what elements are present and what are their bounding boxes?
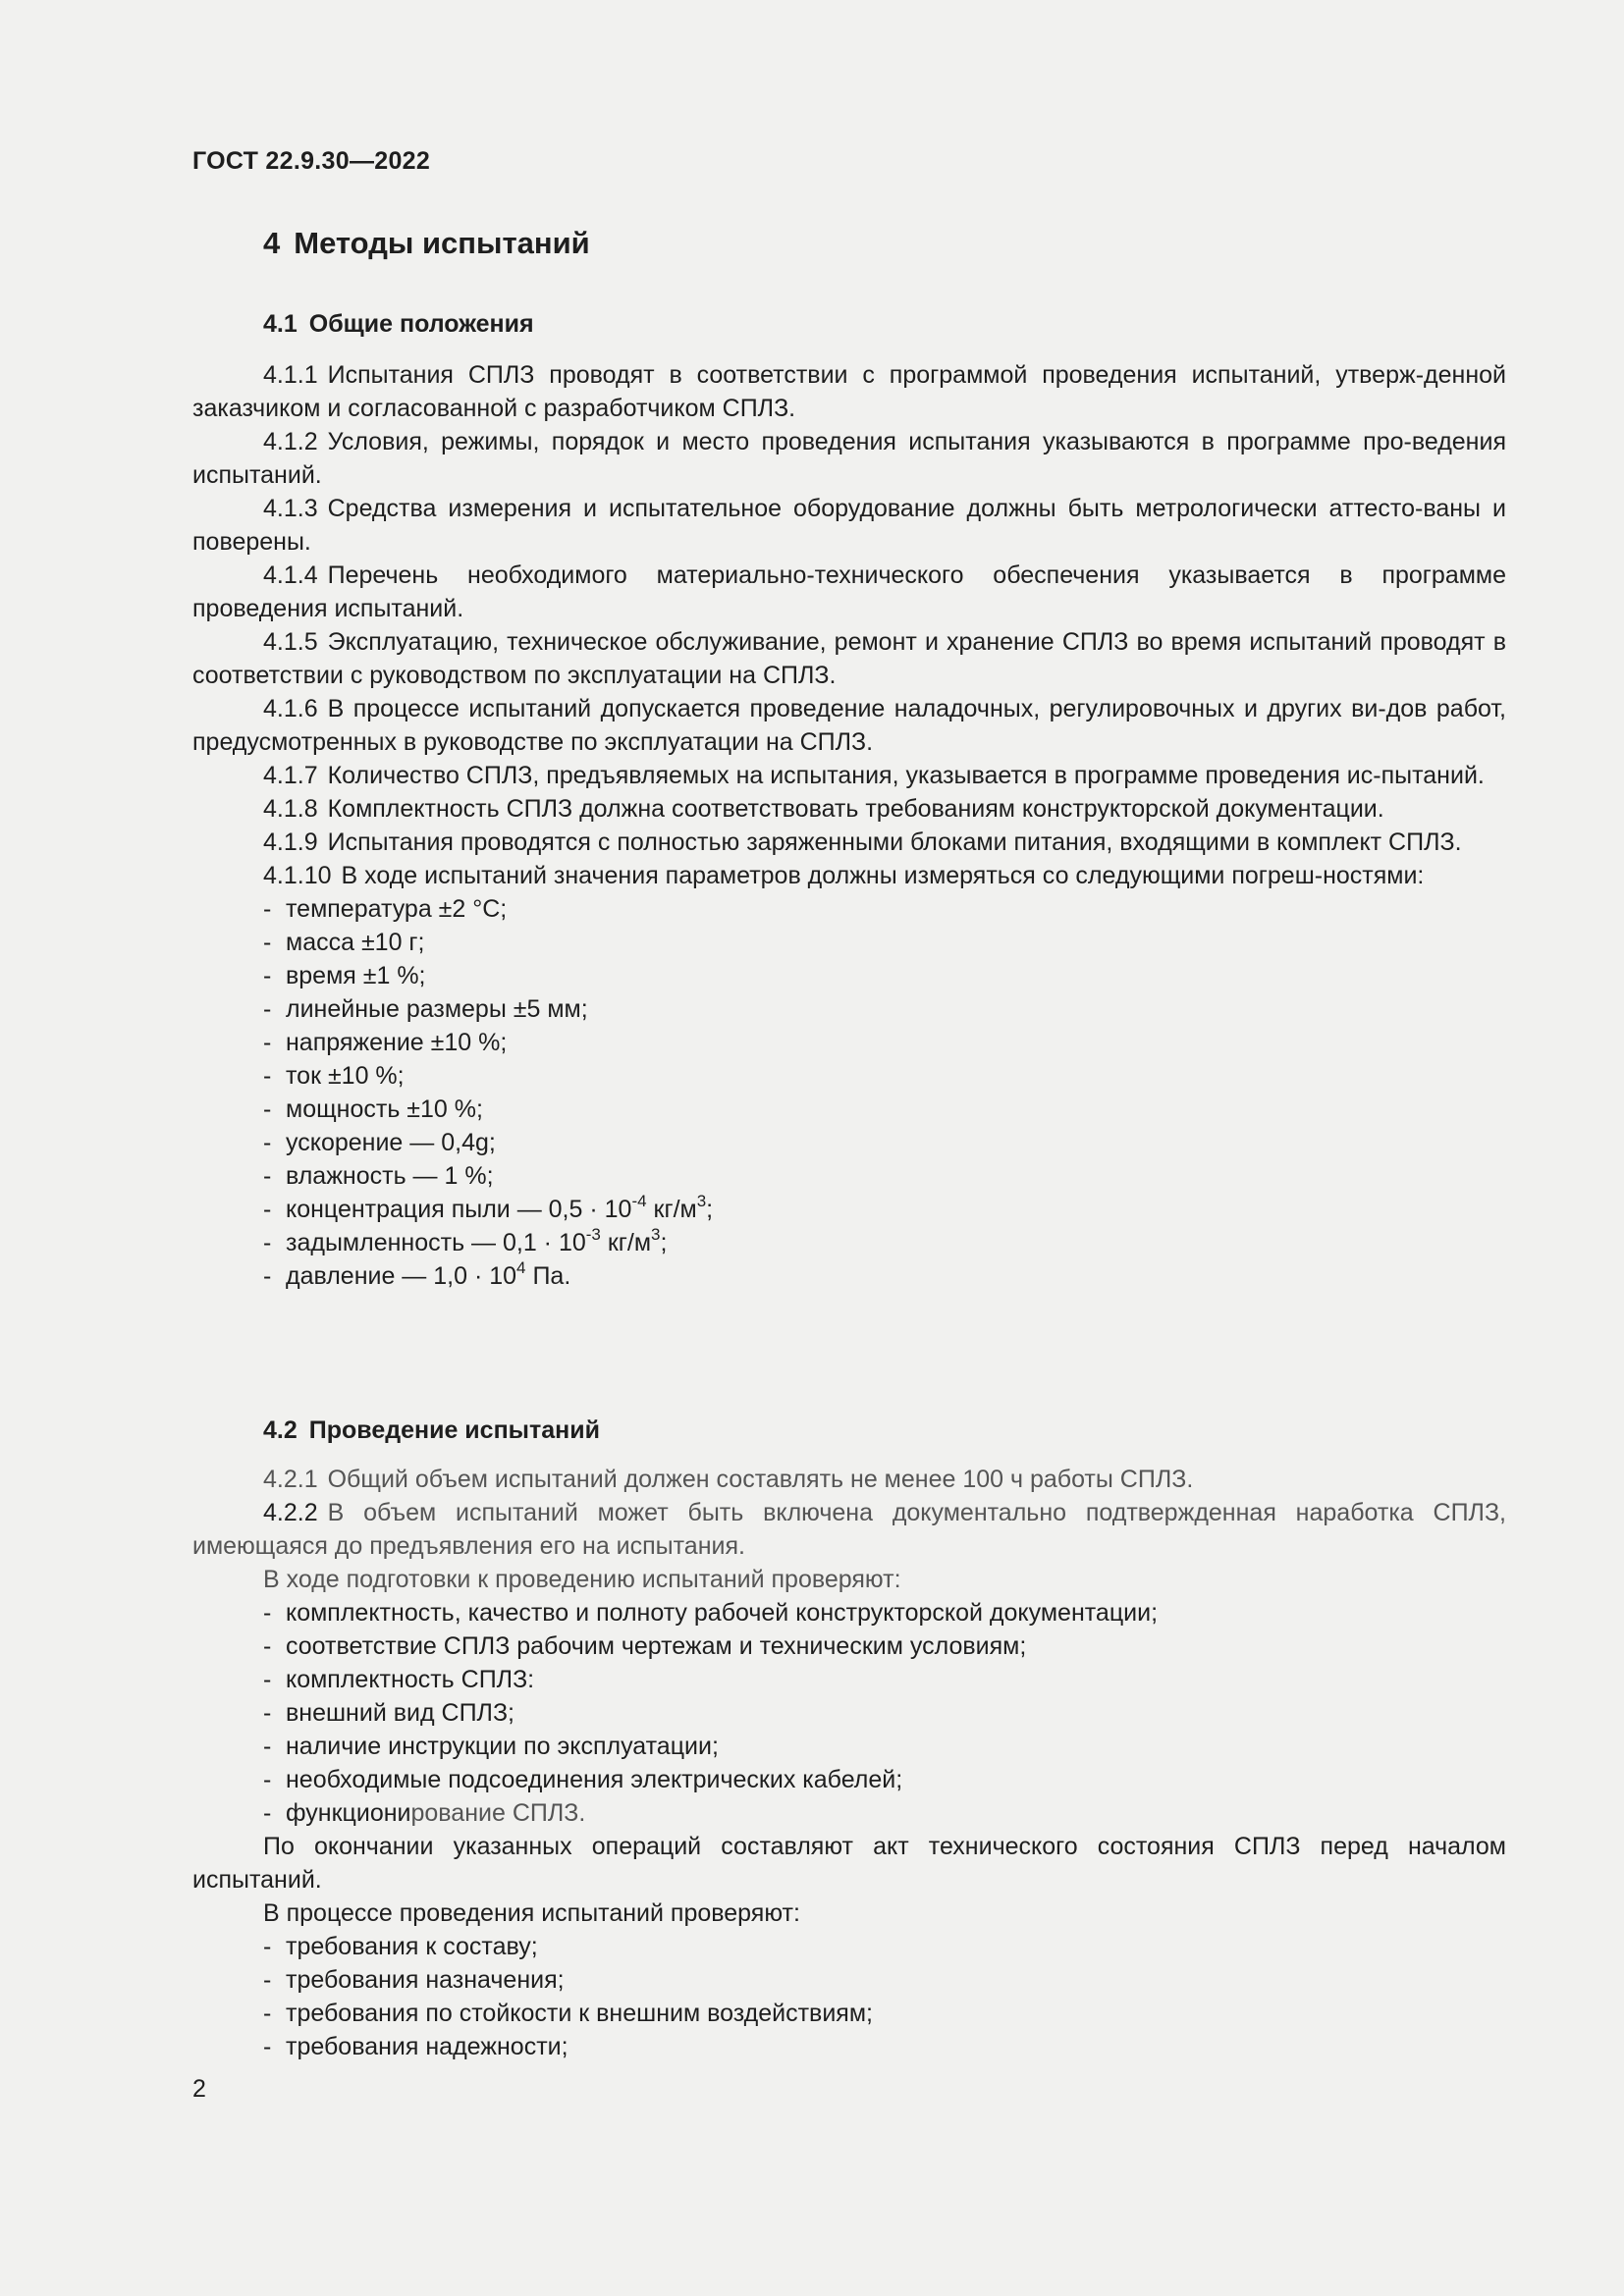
list-item-text: температура ±2 °С; — [286, 895, 508, 923]
list-item: - соответствие СПЛЗ рабочим чертежам и техническим условиям; — [263, 1632, 1027, 1660]
paragraph-4-1-9 — [192, 826, 1506, 859]
paragraph-number: 4.1.7 — [263, 762, 318, 789]
list-item: - масса ±10 г; — [263, 929, 425, 956]
list-item: - мощность ±10 %; — [263, 1095, 483, 1123]
list-item-text: ускорение — 0,4g; — [286, 1129, 496, 1156]
paragraph-text: Средства измерения и испытательное оборудование должны быть метрологически аттесто-ваны и поверены. — [192, 495, 1506, 556]
page-number: 2 — [192, 2075, 206, 2103]
list-item: - концентрация пыли — $0,5 \cdot 10^{-4}$ $кг/м^3$; — [263, 1191, 714, 1223]
paragraph-text: Испытания проводятся с полностью заряженными блоками питания, входящими в комплект СПЛЗ. — [327, 828, 1462, 856]
exponent: 3 — [651, 1224, 661, 1244]
paragraph-text: В процессе испытаний допускается проведение наладочных, регулировочных и других ви-дов работ, предусмотренных в руководстве по эксплуатации на СПЛЗ. — [192, 695, 1506, 756]
test-check-list — [192, 1930, 1506, 2063]
list-item-text: требования назначения; — [286, 1966, 565, 1994]
paragraph-number: 4.1.9 — [263, 828, 318, 856]
section-number: 4 — [263, 226, 281, 260]
list-item-text-tail: рование СПЛЗ. — [410, 1799, 586, 1827]
paragraph-text: Общий объем испытаний должен составлять не менее 100 ч работы СПЛЗ. — [327, 1466, 1194, 1493]
prep-intro: В ходе подготовки к проведению испытаний проверяют: — [263, 1566, 901, 1593]
paragraph-text: В объем испытаний может быть включена документально подтвержденная наработка СПЛЗ, имеющаяся до предъявления его на испытания. — [192, 1499, 1506, 1560]
list-item: - требования к составу; — [263, 1933, 538, 1960]
section-4-1-body — [192, 358, 1506, 1293]
punctuation: ; — [706, 1196, 714, 1223]
unit-text: кг/м — [600, 1229, 652, 1256]
paragraph-text: Комплектность СПЛЗ должна соответствовать требованиям конструкторской документации. — [327, 795, 1384, 823]
list-item-text: внешний вид СПЛЗ; — [286, 1699, 514, 1727]
list-item: - требования назначения; — [263, 1966, 565, 1994]
list-item-text: требования по стойкости к внешним воздействиям; — [286, 2000, 873, 2027]
paragraph-4-1-10 — [192, 859, 1506, 892]
list-item: - влажность — 1 %; — [263, 1162, 494, 1190]
list-item-text: соответствие СПЛЗ рабочим чертежам и техническим условиям; — [286, 1632, 1027, 1660]
subsection-title: Общие положения — [308, 310, 534, 338]
list-item: - требования надежности; — [263, 2033, 568, 2060]
subsection-heading-4-2 — [263, 1416, 600, 1445]
section-4-2-body — [192, 1463, 1506, 2063]
list-item-text: влажность — 1 %; — [286, 1162, 494, 1190]
list-item-text: требования надежности; — [286, 2033, 568, 2060]
paragraph-number: 4.1.2 — [263, 428, 318, 455]
paragraph-number: 4.1.8 — [263, 795, 318, 823]
list-item-text: масса ±10 г; — [286, 929, 425, 956]
list-item: - температура ±2 °С; — [263, 895, 508, 923]
list-item: - наличие инструкции по эксплуатации; — [263, 1733, 719, 1760]
paragraph-number: 4.2.2 — [263, 1499, 318, 1526]
exponent: 4 — [516, 1257, 526, 1277]
list-item-text: ток ±10 %; — [286, 1062, 405, 1090]
section-title: Методы испытаний — [294, 226, 590, 260]
list-item-text: время ±1 %; — [286, 962, 426, 989]
paragraph-text: Эксплуатацию, техническое обслуживание, ремонт и хранение СПЛЗ во время испытаний проводят в соответствии с руководством по эксплуатации на СПЛЗ. — [192, 628, 1506, 689]
paragraph-4-1-3 — [192, 492, 1506, 559]
paragraph-4-2-2 — [192, 1496, 1506, 1563]
list-item-text: давление — 1,0 · 10 — [286, 1262, 517, 1290]
list-item-text: комплектность СПЛЗ: — [286, 1666, 535, 1693]
list-item-text: задымленность — 0,1 · 10 — [286, 1229, 586, 1256]
list-item: - требования по стойкости к внешним воздействиям; — [263, 2000, 873, 2027]
punctuation: ; — [660, 1229, 668, 1256]
list-item-text: комплектность, качество и полноту рабочей конструкторской документации; — [286, 1599, 1159, 1627]
paragraph-text: Испытания СПЛЗ проводят в соответствии с программой проведения испытаний, утверж-денной заказчиком и согласованной с разработчиком СПЛЗ. — [192, 361, 1506, 422]
list-item-text: концентрация пыли — 0,5 · 10 — [286, 1196, 632, 1223]
paragraph-number: 4.2.1 — [263, 1466, 318, 1493]
subsection-heading-4-1 — [263, 310, 534, 339]
prep-check-list — [192, 1596, 1506, 1830]
list-item-text: функциони — [286, 1799, 411, 1827]
tolerance-list — [192, 892, 1506, 1293]
list-item: - линейные размеры ±5 мм; — [263, 995, 588, 1023]
paragraph-number: 4.1.6 — [263, 695, 318, 722]
paragraph-text: Условия, режимы, порядок и место проведения испытания указываются в программе про-ведения испытаний. — [192, 428, 1506, 489]
exponent: 3 — [696, 1191, 707, 1210]
paragraph-4-1-6 — [192, 692, 1506, 759]
list-item: - комплектность СПЛЗ: — [263, 1666, 535, 1693]
subsection-title: Проведение испытаний — [308, 1416, 601, 1444]
test-intro: В процессе проведения испытаний проверяют: — [263, 1899, 800, 1927]
list-item: - давление — $1,0 \cdot 10^4$ Па. — [263, 1257, 571, 1290]
list-item: - задымленность — $0,1 \cdot 10^{-3}$ $кг/м^3$; — [263, 1224, 668, 1256]
list-item-text: требования к составу; — [286, 1933, 538, 1960]
list-item: - комплектность, качество и полноту рабочей конструкторской документации; — [263, 1599, 1159, 1627]
paragraph-4-2-1 — [192, 1463, 1506, 1496]
list-item-text: наличие инструкции по эксплуатации; — [286, 1733, 719, 1760]
paragraph-4-1-5 — [192, 625, 1506, 692]
list-item: - функционирование СПЛЗ. — [263, 1799, 586, 1827]
list-item: - ускорение — 0,4g; — [263, 1129, 496, 1156]
list-item-text: напряжение ±10 %; — [286, 1029, 508, 1056]
paragraph-4-1-1 — [192, 358, 1506, 425]
exponent: -4 — [631, 1191, 647, 1210]
paragraph-number: 4.1.4 — [263, 561, 318, 589]
paragraph-text: Количество СПЛЗ, предъявляемых на испытания, указывается в программе проведения ис-пытаний. — [327, 762, 1485, 789]
exponent: -3 — [585, 1224, 601, 1244]
after-prep-paragraph: По окончании указанных операций составляют акт технического состояния СПЛЗ перед началом испытаний. — [192, 1833, 1506, 1894]
list-item: - необходимые подсоединения электрических кабелей; — [263, 1766, 903, 1793]
list-item: - внешний вид СПЛЗ; — [263, 1699, 514, 1727]
paragraph-4-1-4 — [192, 559, 1506, 625]
paragraph-number: 4.1.1 — [263, 361, 318, 389]
unit-text: Па. — [525, 1262, 571, 1290]
paragraph-number: 4.1.5 — [263, 628, 318, 656]
paragraph-number: 4.1.10 — [263, 862, 332, 889]
list-item: - время ±1 %; — [263, 962, 426, 989]
paragraph-4-1-7 — [192, 759, 1506, 792]
list-item: - ток ±10 %; — [263, 1062, 405, 1090]
paragraph-4-1-2 — [192, 425, 1506, 492]
unit-text: кг/м — [646, 1196, 697, 1223]
paragraph-number: 4.1.3 — [263, 495, 318, 522]
list-item: - напряжение ±10 %; — [263, 1029, 508, 1056]
subsection-number: 4.1 — [263, 310, 298, 338]
paragraph-4-1-8 — [192, 792, 1506, 826]
document-header: ГОСТ 22.9.30—2022 — [192, 147, 431, 175]
subsection-number: 4.2 — [263, 1416, 298, 1444]
paragraph-text: Перечень необходимого материально-технического обеспечения указывается в программе проведения испытаний. — [192, 561, 1506, 622]
list-item-text: необходимые подсоединения электрических кабелей; — [286, 1766, 903, 1793]
section-heading — [263, 226, 590, 261]
paragraph-text: В ходе испытаний значения параметров должны измеряться со следующими погреш-ностями: — [341, 862, 1425, 889]
list-item-text: линейные размеры ±5 мм; — [286, 995, 588, 1023]
list-item-text: мощность ±10 %; — [286, 1095, 483, 1123]
